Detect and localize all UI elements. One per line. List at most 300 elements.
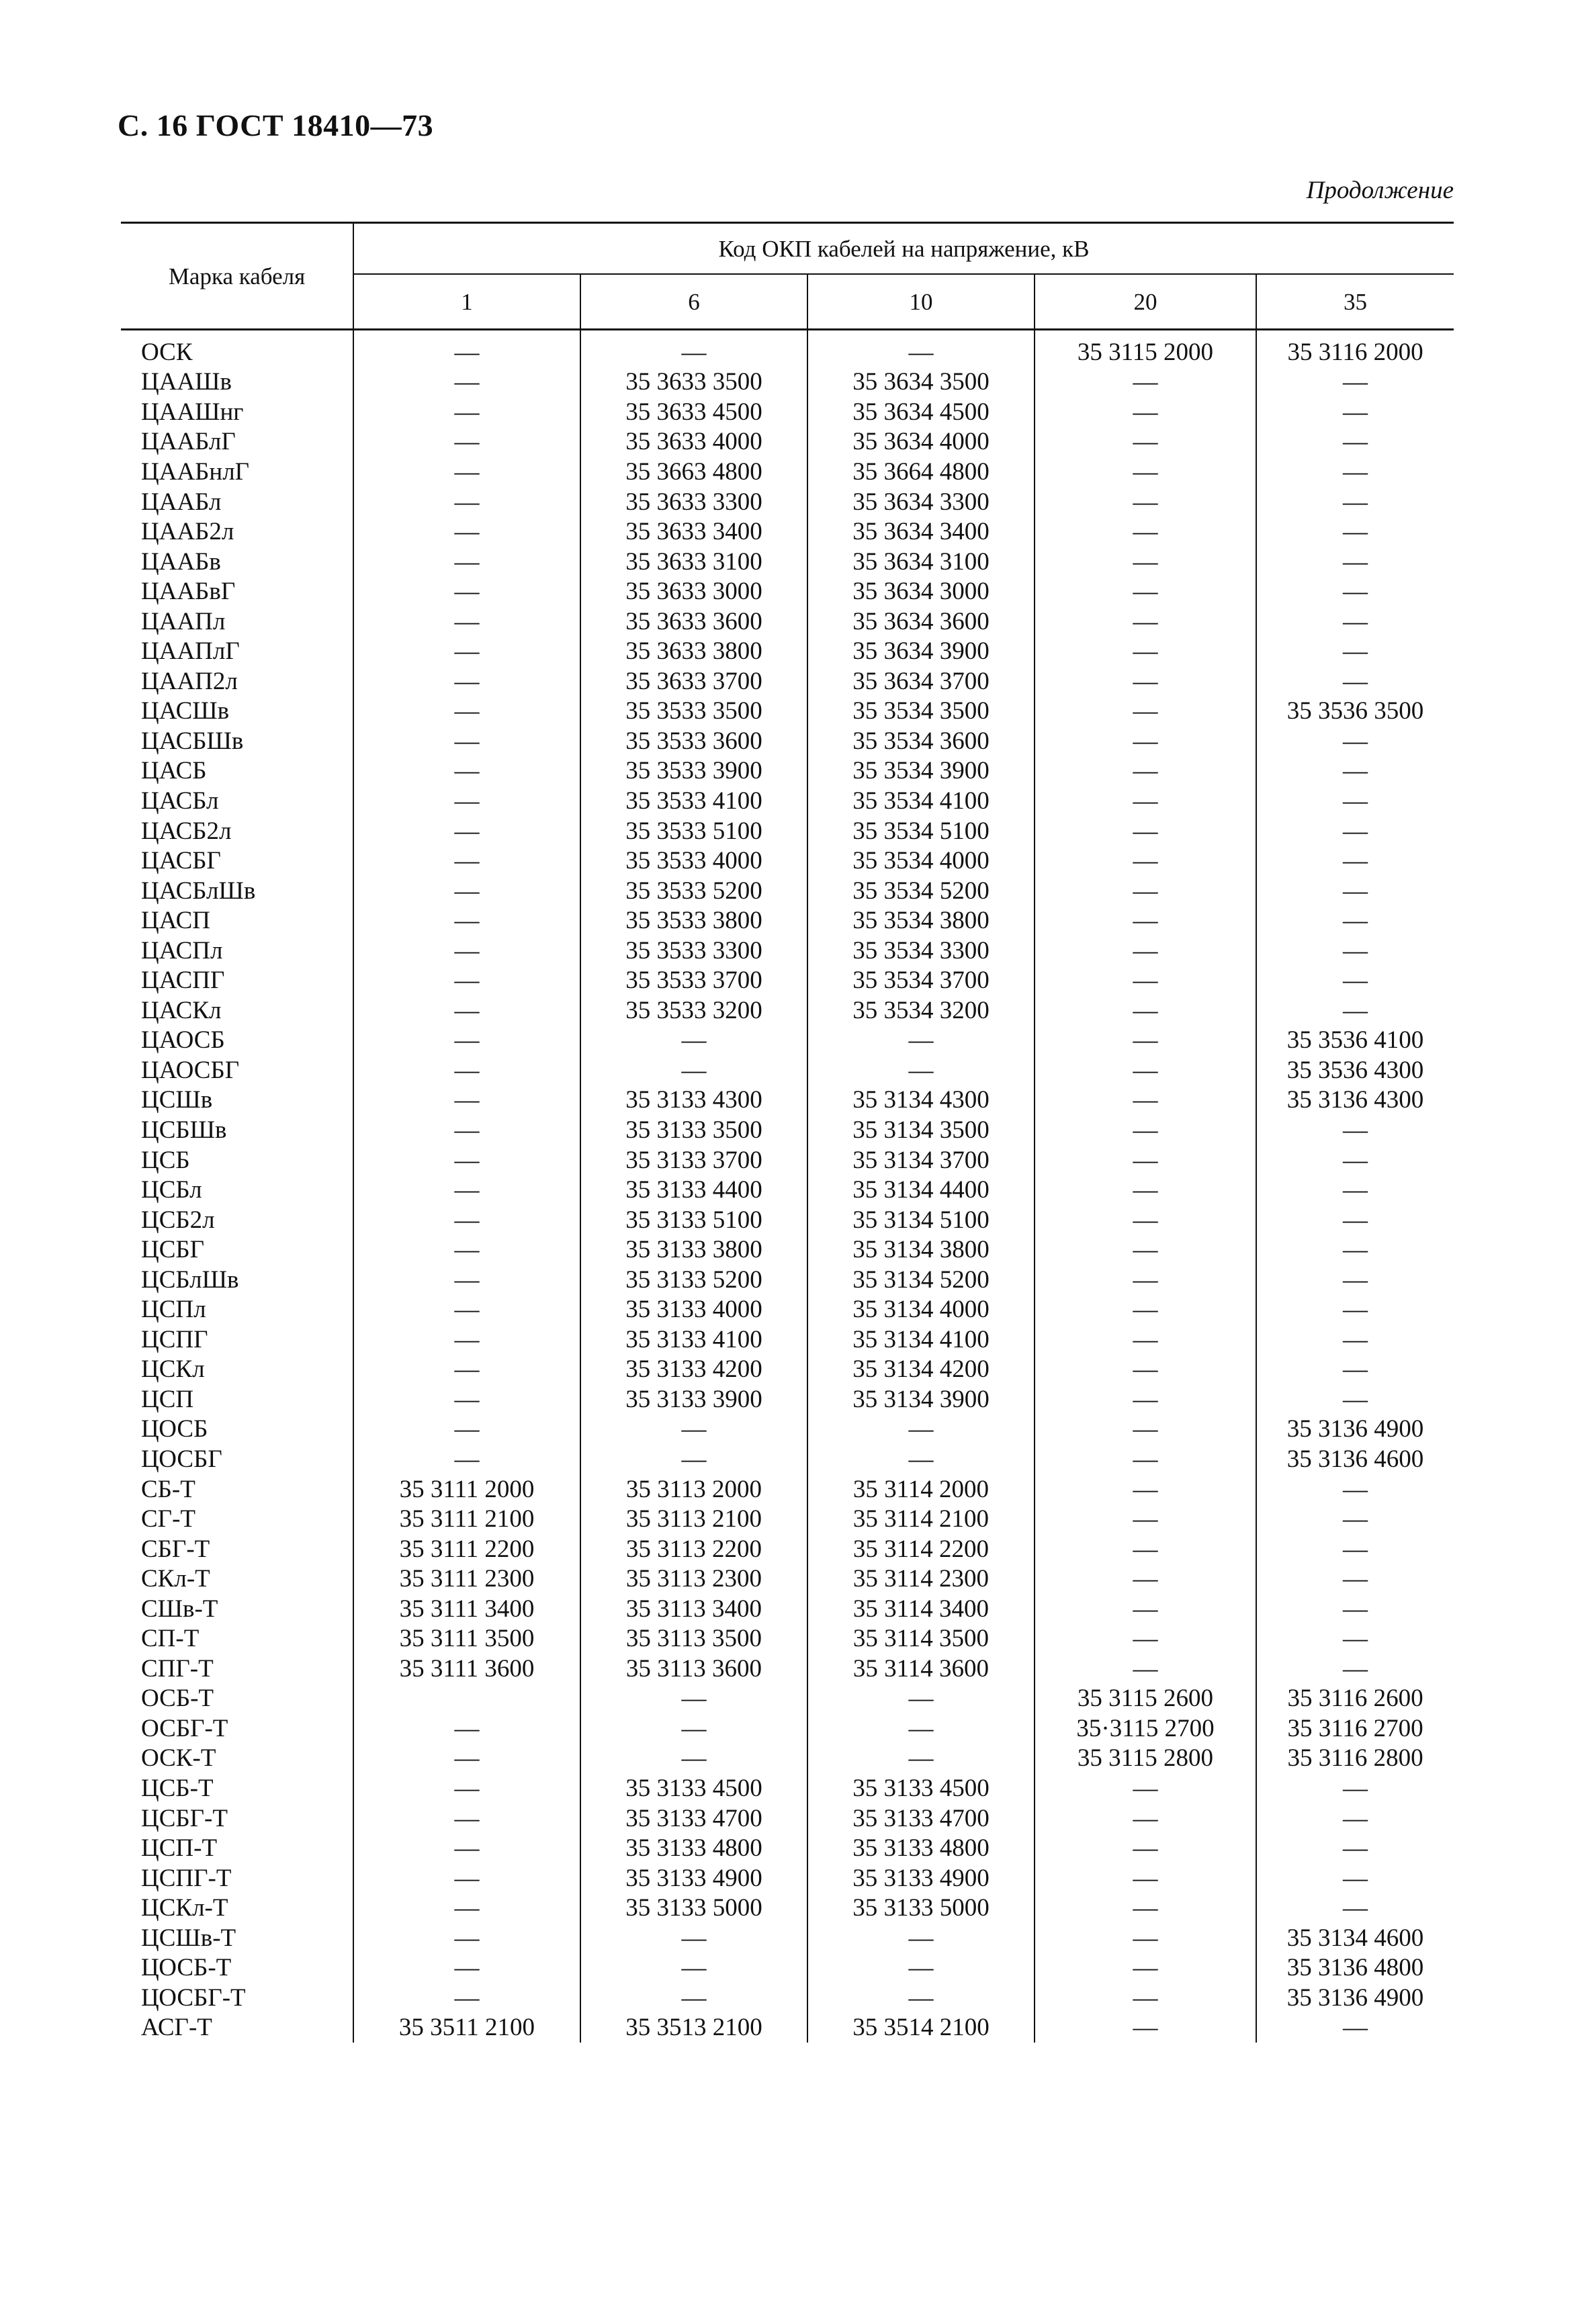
cable-brand-cell: СБ-Т xyxy=(141,1475,195,1503)
okp-code-cell: 35 3133 4700 xyxy=(807,1803,1035,1834)
okp-code-cell: 35 3536 4100 xyxy=(1256,1026,1454,1056)
okp-code-cell: — xyxy=(353,457,580,487)
okp-code-cell: — xyxy=(1035,756,1256,787)
okp-code-cell: — xyxy=(1256,1145,1454,1175)
okp-code-cell: — xyxy=(353,487,580,517)
okp-code-cell: 35 3533 3200 xyxy=(580,995,807,1026)
okp-code-cell: — xyxy=(1035,457,1256,487)
okp-code-cell: — xyxy=(353,876,580,906)
okp-code-cell: — xyxy=(807,1953,1035,1983)
okp-code-cell: 35 3115 2000 xyxy=(1035,330,1256,367)
okp-code-cell: — xyxy=(353,1713,580,1744)
okp-code-cell: 35 3533 3900 xyxy=(580,756,807,787)
okp-code-cell: — xyxy=(1035,1026,1256,1056)
okp-code-cell: — xyxy=(1035,936,1256,966)
okp-code-cell: — xyxy=(1035,726,1256,756)
okp-code-cell: 35 3133 3500 xyxy=(580,1115,807,1145)
okp-code-cell: 35 3534 3700 xyxy=(807,965,1035,995)
table-row xyxy=(121,786,1454,816)
okp-code-cell: — xyxy=(1256,1833,1454,1863)
okp-code-cell: — xyxy=(353,576,580,607)
table-row xyxy=(121,1444,1454,1474)
okp-code-cell: 35 3111 2100 xyxy=(353,1504,580,1534)
okp-code-cell: 35 3133 3900 xyxy=(580,1384,807,1415)
okp-code-cell: 35 3133 4100 xyxy=(580,1325,807,1355)
okp-code-cell: — xyxy=(1256,547,1454,577)
okp-code-cell: — xyxy=(1256,1863,1454,1893)
okp-code-cell: 35 3133 3700 xyxy=(580,1145,807,1175)
okp-code-cell: — xyxy=(1256,756,1454,787)
cable-brand-cell: ЦААПлГ xyxy=(141,637,240,666)
okp-code-cell: 35 3534 4000 xyxy=(807,846,1035,876)
okp-code-cell: 35 3534 3600 xyxy=(807,726,1035,756)
okp-code-cell: — xyxy=(353,1145,580,1175)
cable-brand-cell: ЦААПл xyxy=(141,607,226,635)
cable-brand-cell: ЦОСБГ-Т xyxy=(141,1983,246,2012)
okp-code-cell: 35 3134 5100 xyxy=(807,1205,1035,1235)
table-row xyxy=(121,1923,1454,1953)
okp-code-cell: 35 3533 3300 xyxy=(580,936,807,966)
okp-code-cell: — xyxy=(1256,936,1454,966)
okp-code-cell: 35 3133 5000 xyxy=(580,1893,807,1923)
table-row xyxy=(121,330,1454,367)
cable-brand-cell: ЦАСБ xyxy=(141,757,207,785)
okp-code-cell: — xyxy=(580,330,807,367)
okp-code-cell: — xyxy=(1035,1893,1256,1923)
okp-code-cell: 35 3534 3800 xyxy=(807,905,1035,936)
okp-code-cell: — xyxy=(1256,816,1454,846)
cable-brand-cell: ОСК xyxy=(141,338,193,366)
table-row xyxy=(121,1145,1454,1175)
okp-code-cell: 35 3534 3200 xyxy=(807,995,1035,1026)
okp-code-cell: 35 3514 2100 xyxy=(807,2013,1035,2043)
okp-code-cell: — xyxy=(1256,1654,1454,1684)
okp-code-cell: 35 3533 5200 xyxy=(580,876,807,906)
okp-code-cell: — xyxy=(1035,1325,1256,1355)
okp-code-cell: — xyxy=(1035,995,1256,1026)
cable-brand-cell: СП-Т xyxy=(141,1625,200,1653)
okp-code-cell: — xyxy=(1035,367,1256,398)
okp-code-cell: 35 3134 5200 xyxy=(807,1265,1035,1295)
okp-code-cell: — xyxy=(1256,786,1454,816)
cable-brand-cell: ЦААБ2л xyxy=(141,518,234,546)
okp-code-cell: 35 3134 4600 xyxy=(1256,1923,1454,1953)
okp-code-cell: 35 3111 3500 xyxy=(353,1624,580,1654)
okp-code-cell: — xyxy=(353,397,580,427)
okp-code-cell: — xyxy=(1035,1773,1256,1803)
page-title: С. 16 ГОСТ 18410—73 xyxy=(118,108,434,142)
okp-code-cell: 35 3633 4000 xyxy=(580,427,807,457)
table-row xyxy=(121,1235,1454,1265)
okp-code-cell: — xyxy=(353,607,580,637)
table-row xyxy=(121,457,1454,487)
table-row xyxy=(121,726,1454,756)
okp-code-cell: 35 3133 4800 xyxy=(807,1833,1035,1863)
cable-brand-cell: ЦСБГ xyxy=(141,1236,205,1264)
okp-code-cell: — xyxy=(1256,1594,1454,1624)
okp-code-cell: — xyxy=(1035,1833,1256,1863)
okp-code-cell: 35 3533 4100 xyxy=(580,786,807,816)
table-row xyxy=(121,1534,1454,1564)
okp-code-cell: — xyxy=(353,697,580,727)
table-row xyxy=(121,576,1454,607)
okp-code-cell: — xyxy=(1256,1564,1454,1594)
okp-code-cell: 35 3111 2300 xyxy=(353,1564,580,1594)
okp-code-cell: 35 3533 3500 xyxy=(580,697,807,727)
okp-code-cell: 35 3113 2200 xyxy=(580,1534,807,1564)
okp-code-cell: 35 3533 4000 xyxy=(580,846,807,876)
okp-code-cell: — xyxy=(353,905,580,936)
okp-code-cell: 35 3134 4000 xyxy=(807,1295,1035,1325)
okp-code-cell: — xyxy=(1035,1085,1256,1116)
cable-brand-cell: ЦСКл xyxy=(141,1355,205,1384)
table-row xyxy=(121,1504,1454,1534)
okp-code-cell: 35 3113 2300 xyxy=(580,1564,807,1594)
okp-code-cell: 35 3134 3800 xyxy=(807,1235,1035,1265)
okp-code-cell: 35 3133 4800 xyxy=(580,1833,807,1863)
cable-brand-cell: ЦСБ xyxy=(141,1146,190,1174)
okp-code-cell: 35 3133 5200 xyxy=(580,1265,807,1295)
okp-code-cell: — xyxy=(1256,1325,1454,1355)
okp-code-cell: 35 3633 3400 xyxy=(580,517,807,547)
okp-code-cell: 35 3116 2700 xyxy=(1256,1713,1454,1744)
cable-brand-cell: ЦСШв-Т xyxy=(141,1924,236,1952)
okp-code-cell: — xyxy=(580,1415,807,1445)
okp-code-cell: — xyxy=(353,1803,580,1834)
okp-code-cell: — xyxy=(1256,636,1454,666)
okp-code-cell: — xyxy=(807,1684,1035,1714)
okp-code-cell: 35 3634 3100 xyxy=(807,547,1035,577)
okp-code-cell: — xyxy=(353,1355,580,1385)
okp-code-cell: — xyxy=(353,1175,580,1205)
okp-code-cell: 35 3116 2600 xyxy=(1256,1684,1454,1714)
okp-code-cell: — xyxy=(353,1265,580,1295)
cable-brand-cell: ЦСПл xyxy=(141,1296,206,1324)
okp-code-cell: — xyxy=(1256,607,1454,637)
okp-code-cell: 35·3115 2700 xyxy=(1035,1713,1256,1744)
cable-brand-cell: ЦОСБГ xyxy=(141,1445,222,1473)
okp-code-cell: — xyxy=(1035,1474,1256,1505)
okp-code-cell: — xyxy=(1035,846,1256,876)
okp-code-cell: — xyxy=(353,367,580,398)
okp-code-cell: — xyxy=(1035,876,1256,906)
okp-code-cell: — xyxy=(1256,1265,1454,1295)
okp-code-cell: — xyxy=(1256,876,1454,906)
okp-code-cell: — xyxy=(1035,697,1256,727)
okp-code-cell: 35 3533 3600 xyxy=(580,726,807,756)
okp-code-cell: 35 3133 4500 xyxy=(807,1773,1035,1803)
okp-code-cell: — xyxy=(1256,1474,1454,1505)
okp-code-cell: — xyxy=(1256,487,1454,517)
okp-code-cell: — xyxy=(1035,1444,1256,1474)
okp-code-cell: 35 3116 2000 xyxy=(1256,330,1454,367)
okp-code-cell: — xyxy=(353,756,580,787)
okp-code-cell: — xyxy=(580,1953,807,1983)
okp-code-cell: — xyxy=(1035,1415,1256,1445)
okp-code-cell: 35 3133 3800 xyxy=(580,1235,807,1265)
cable-brand-cell: ЦАСБ2л xyxy=(141,817,232,845)
okp-code-cell: — xyxy=(353,1055,580,1085)
okp-code-cell: — xyxy=(353,1026,580,1056)
table-row xyxy=(121,816,1454,846)
okp-code-cell: — xyxy=(1035,397,1256,427)
okp-code-cell: 35 3113 2100 xyxy=(580,1504,807,1534)
cable-brand-cell: ЦААП2л xyxy=(141,667,238,695)
okp-code-cell: 35 3536 3500 xyxy=(1256,697,1454,727)
okp-code-cell: — xyxy=(1256,1115,1454,1145)
okp-code-cell: 35 3113 3400 xyxy=(580,1594,807,1624)
okp-code-cell: 35 3513 2100 xyxy=(580,2013,807,2043)
okp-code-cell: — xyxy=(1035,1923,1256,1953)
table-row xyxy=(121,1863,1454,1893)
okp-code-cell: — xyxy=(580,1055,807,1085)
okp-code-cell: 35 3133 4200 xyxy=(580,1355,807,1385)
okp-code-cell: 35 3116 2800 xyxy=(1256,1744,1454,1774)
cable-brand-cell: ЦАСШв xyxy=(141,697,230,725)
cable-brand-cell: ЦАСБлШв xyxy=(141,877,256,905)
okp-code-cell: 35 3114 3600 xyxy=(807,1654,1035,1684)
okp-code-cell: — xyxy=(1035,1863,1256,1893)
okp-code-cell: 35 3634 3400 xyxy=(807,517,1035,547)
okp-code-cell: — xyxy=(1256,1355,1454,1385)
okp-code-cell: 35 3134 4400 xyxy=(807,1175,1035,1205)
table-row xyxy=(121,876,1454,906)
table-row xyxy=(121,1205,1454,1235)
okp-code-cell: 35 3634 4000 xyxy=(807,427,1035,457)
table-row xyxy=(121,1654,1454,1684)
okp-code-cell: — xyxy=(807,1444,1035,1474)
cable-brand-cell: АСГ-Т xyxy=(141,2014,212,2042)
table-row xyxy=(121,846,1454,876)
table-row xyxy=(121,1115,1454,1145)
cable-brand-cell: ЦААБв xyxy=(141,547,221,576)
table-row xyxy=(121,1415,1454,1445)
okp-code-cell: 35 3133 4500 xyxy=(580,1773,807,1803)
okp-code-cell: — xyxy=(1256,397,1454,427)
table-row xyxy=(121,367,1454,398)
table-row xyxy=(121,1713,1454,1744)
okp-code-cell: — xyxy=(353,547,580,577)
okp-code-cell: 35 3133 4400 xyxy=(580,1175,807,1205)
table-row xyxy=(121,1893,1454,1923)
okp-code-cell: — xyxy=(580,1684,807,1714)
cable-brand-cell: ЦААБлГ xyxy=(141,428,236,456)
cable-brand-cell: ЦСКл-Т xyxy=(141,1894,228,1922)
okp-code-cell: — xyxy=(1035,965,1256,995)
cable-brand-cell: ЦААБл xyxy=(141,488,222,516)
okp-code-cell: — xyxy=(353,1444,580,1474)
okp-code-cell: — xyxy=(1035,1983,1256,2013)
okp-code-cell: — xyxy=(353,1384,580,1415)
okp-code-cell: 35 3113 3500 xyxy=(580,1624,807,1654)
okp-code-cell: 35 3664 4800 xyxy=(807,457,1035,487)
okp-code-cell: — xyxy=(353,786,580,816)
okp-code-cell: 35 3134 4300 xyxy=(807,1085,1035,1116)
okp-code-cell: — xyxy=(1035,1534,1256,1564)
continuation-label: Продолжение xyxy=(1306,177,1454,204)
brand-column-header: Марка кабеля xyxy=(168,263,306,289)
okp-code-cell: 35 3113 3600 xyxy=(580,1654,807,1684)
okp-code-cell: — xyxy=(353,726,580,756)
okp-code-cell: — xyxy=(1256,576,1454,607)
okp-code-cell: — xyxy=(1035,576,1256,607)
table-row xyxy=(121,1624,1454,1654)
cable-brand-cell: ЦАОСБ xyxy=(141,1026,225,1055)
okp-code-cell: — xyxy=(1256,1504,1454,1534)
okp-code-cell: — xyxy=(1035,1145,1256,1175)
okp-code-cell: — xyxy=(1035,1115,1256,1145)
cable-brand-cell: ЦААБвГ xyxy=(141,578,236,606)
cable-brand-cell: ЦОСБ-Т xyxy=(141,1954,232,1982)
okp-code-cell: — xyxy=(1035,816,1256,846)
cable-brand-cell: ЦАСПГ xyxy=(141,967,225,995)
okp-code-cell: — xyxy=(353,1744,580,1774)
okp-code-cell: — xyxy=(1256,965,1454,995)
okp-code-cell: 35 3133 4900 xyxy=(807,1863,1035,1893)
okp-code-cell: — xyxy=(1256,1384,1454,1415)
cable-brand-cell: СКл-Т xyxy=(141,1565,210,1593)
okp-code-cell: — xyxy=(807,1415,1035,1445)
okp-code-cell: — xyxy=(807,1713,1035,1744)
okp-code-cell: 35 3534 3900 xyxy=(807,756,1035,787)
cable-brand-cell: ОСБГ-Т xyxy=(141,1714,228,1742)
okp-code-cell: — xyxy=(807,1744,1035,1774)
okp-code-cell: — xyxy=(1035,1205,1256,1235)
okp-code-cell: — xyxy=(1035,607,1256,637)
okp-code-cell: — xyxy=(1035,666,1256,697)
table-row xyxy=(121,2013,1454,2043)
okp-code-cell: — xyxy=(1035,1235,1256,1265)
okp-code-cell: — xyxy=(807,1026,1035,1056)
okp-code-cell: — xyxy=(1035,1953,1256,1983)
okp-code-cell: 35 3114 2300 xyxy=(807,1564,1035,1594)
okp-code-cell: 35 3633 3700 xyxy=(580,666,807,697)
okp-code-cell: — xyxy=(1035,427,1256,457)
okp-code-cell: 35 3634 3600 xyxy=(807,607,1035,637)
okp-code-cell: — xyxy=(353,1295,580,1325)
cable-brand-cell: ЦААШнг xyxy=(141,398,244,426)
voltage-header: 1 xyxy=(353,274,580,330)
okp-code-cell: — xyxy=(1256,666,1454,697)
okp-code-cell: 35 3533 5100 xyxy=(580,816,807,846)
cable-brand-cell: ЦАСБГ xyxy=(141,847,221,875)
okp-code-cell: 35 3134 3500 xyxy=(807,1115,1035,1145)
okp-code-cell: — xyxy=(353,636,580,666)
okp-code-cell: 35 3533 3700 xyxy=(580,965,807,995)
okp-code-cell: — xyxy=(353,1415,580,1445)
okp-code-cell: 35 3633 3000 xyxy=(580,576,807,607)
okp-code-cell: — xyxy=(353,666,580,697)
okp-code-cell xyxy=(353,1684,580,1714)
table-header xyxy=(121,223,1454,330)
cable-brand-cell: ЦСБГ-Т xyxy=(141,1804,228,1832)
okp-code-cell: — xyxy=(353,816,580,846)
table-row xyxy=(121,936,1454,966)
okp-code-cell: — xyxy=(353,1235,580,1265)
okp-code-cell: — xyxy=(807,1055,1035,1085)
okp-code-cell: — xyxy=(1035,1265,1256,1295)
okp-code-cell: — xyxy=(1035,1594,1256,1624)
table-row xyxy=(121,756,1454,787)
okp-code-cell: — xyxy=(1035,1384,1256,1415)
cable-brand-cell: ЦСБШв xyxy=(141,1116,227,1144)
okp-code-cell: 35 3136 4900 xyxy=(1256,1415,1454,1445)
okp-code-cell: 35 3136 4900 xyxy=(1256,1983,1454,2013)
okp-code-cell: — xyxy=(353,1893,580,1923)
cable-brand-cell: СБГ-Т xyxy=(141,1535,210,1563)
cable-brand-cell: СГ-Т xyxy=(141,1505,195,1533)
okp-code-cell: 35 3634 3700 xyxy=(807,666,1035,697)
okp-code-cell: 35 3114 2200 xyxy=(807,1534,1035,1564)
okp-code-cell: 35 3536 4300 xyxy=(1256,1055,1454,1085)
okp-code-cell: 35 3133 5100 xyxy=(580,1205,807,1235)
table-row xyxy=(121,1564,1454,1594)
okp-code-cell: — xyxy=(580,1026,807,1056)
okp-code-cell: — xyxy=(1035,2013,1256,2043)
okp-code-cell: — xyxy=(807,330,1035,367)
okp-code-cell: 35 3115 2800 xyxy=(1035,1744,1256,1774)
cable-brand-cell: ЦСБл xyxy=(141,1176,202,1204)
okp-code-cell: 35 3534 3300 xyxy=(807,936,1035,966)
okp-code-cell: 35 3111 2000 xyxy=(353,1474,580,1505)
okp-code-cell: 35 3133 4300 xyxy=(580,1085,807,1116)
table-row xyxy=(121,1833,1454,1863)
okp-code-cell: — xyxy=(353,1115,580,1145)
table-row xyxy=(121,517,1454,547)
okp-code-cell: — xyxy=(1256,1803,1454,1834)
okp-code-cell: 35 3114 2100 xyxy=(807,1504,1035,1534)
okp-code-cell: — xyxy=(353,330,580,367)
okp-code-cell: — xyxy=(1256,1624,1454,1654)
okp-code-cell: 35 3634 3000 xyxy=(807,576,1035,607)
okp-code-cell: 35 3114 2000 xyxy=(807,1474,1035,1505)
okp-code-cell: 35 3113 2000 xyxy=(580,1474,807,1505)
voltage-header: 6 xyxy=(580,274,807,330)
table-row xyxy=(121,1055,1454,1085)
table-row xyxy=(121,1773,1454,1803)
cable-brand-cell: ЦААБнлГ xyxy=(141,457,250,486)
okp-code-cell: — xyxy=(353,1833,580,1863)
okp-code-cell: 35 3111 3600 xyxy=(353,1654,580,1684)
table-body xyxy=(121,330,1454,2043)
okp-code-cell: — xyxy=(353,1205,580,1235)
okp-code-cell: — xyxy=(353,1923,580,1953)
okp-code-cell: — xyxy=(1035,547,1256,577)
okp-code-cell: — xyxy=(1035,786,1256,816)
okp-code-cell: 35 3634 3900 xyxy=(807,636,1035,666)
okp-code-cell: 35 3633 3100 xyxy=(580,547,807,577)
okp-code-cell: — xyxy=(1256,1893,1454,1923)
okp-code-cell: — xyxy=(1256,726,1454,756)
okp-code-cell: — xyxy=(580,1713,807,1744)
okp-code-cell: 35 3134 3900 xyxy=(807,1384,1035,1415)
okp-code-cell: — xyxy=(353,1983,580,2013)
cable-brand-cell: ЦСБлШв xyxy=(141,1265,239,1294)
table-row xyxy=(121,1384,1454,1415)
okp-code-cell: — xyxy=(1256,1773,1454,1803)
okp-code-cell: — xyxy=(580,1744,807,1774)
table-row xyxy=(121,965,1454,995)
okp-code-cell: 35 3634 3500 xyxy=(807,367,1035,398)
table-row xyxy=(121,1594,1454,1624)
cable-brand-cell: ЦСП-Т xyxy=(141,1834,218,1863)
okp-code-cell: 35 3134 4100 xyxy=(807,1325,1035,1355)
okp-code-cell: — xyxy=(353,1953,580,1983)
okp-code-cell: — xyxy=(580,1444,807,1474)
okp-code-cell: — xyxy=(1035,517,1256,547)
cable-brand-cell: ЦАСПл xyxy=(141,936,223,965)
okp-code-cell: 35 3136 4300 xyxy=(1256,1085,1454,1116)
